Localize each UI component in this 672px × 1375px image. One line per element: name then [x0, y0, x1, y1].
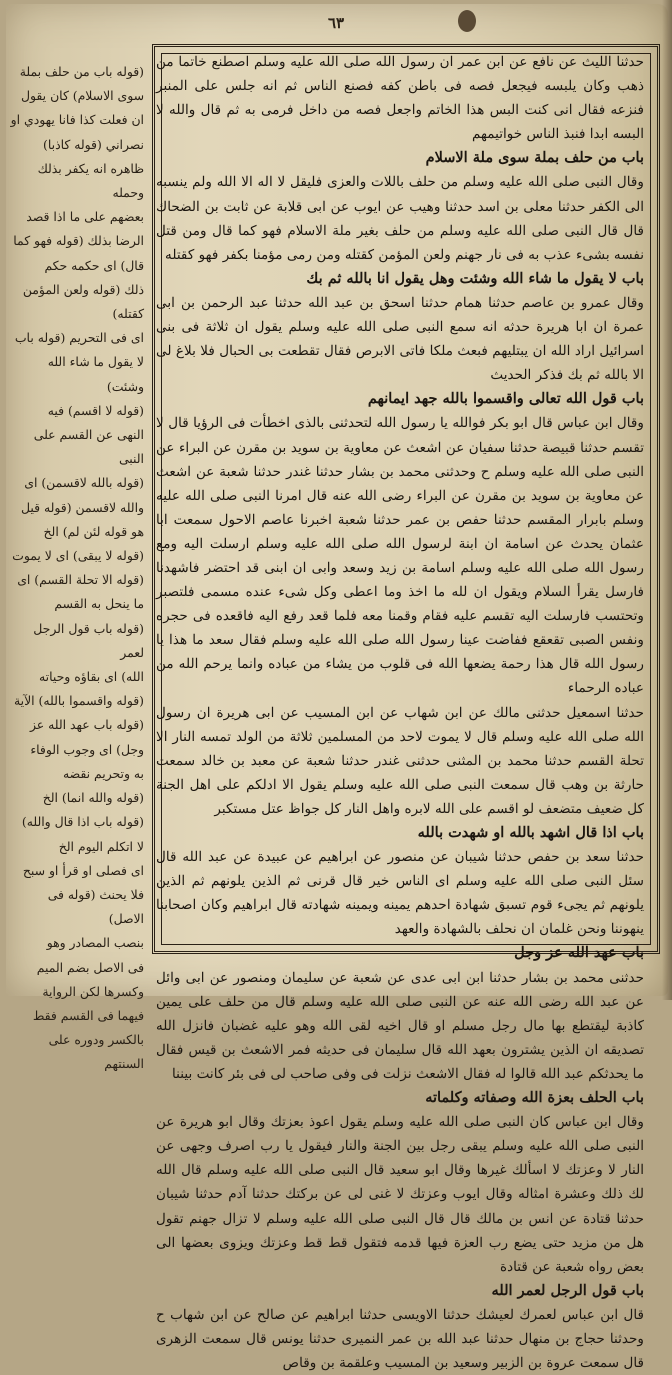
chapter-heading: باب قول الله تعالى واقسموا بالله جهد ايمانهم [367, 390, 644, 408]
margin-line: بعضهم على ما اذا قصد [26, 209, 144, 225]
margin-line: وكسرها لكن الرواية [42, 983, 144, 999]
margin-line: (قوله بالله لاقسمن) اى [24, 475, 144, 491]
page-edge-shadow [662, 0, 672, 1000]
margin-line: ذلك (قوله ولعن المؤمن كقتله) [22, 281, 144, 322]
main-text-body [156, 50, 644, 1372]
margin-line: (قوله لا يبقى) اى لا يموت [12, 548, 144, 564]
margin-line: بالكسر ودوره على السنتهم [48, 1032, 144, 1072]
margin-line: (قوله لا اقسم) فيه [47, 402, 144, 418]
hadith-paragraph: حدثنا سعد بن حفص حدثنا شيبان عن منصور عن ابراهيم عن عبيدة عن عبد الله قال سئل النبى صلى الله عليه وسلم اى الناس خير قال قرنى ثم الذين يلونهم ثم الذين يلونهم ثم يجىء قوم تسبق شهادة احدهم يمينه ويمينه شهادته قال ابراهيم وكان اصحابنا ينهوننا ونحن غلمان ان نحلف بالشهادة والعهد [156, 849, 644, 938]
chapter-heading: باب الحلف بعزة الله وصفاته وكلماته [425, 1089, 644, 1107]
margin-line: ان فعلت كذا فانا يهودي او [10, 112, 144, 128]
hadith-paragraph: حدثنى محمد بن بشار حدثنا ابن ابى عدى عن شعبة عن سليمان ومنصور عن ابى وائل عن عبد الله رضى الله عنه عن النبى صلى الله عليه وسلم قال من حلف على يمين كاذبة ليقتطع بها مال رجل مسلم او قال اخيه لقى الله وهو عليه غضبان فانزل الله تصديقه ان الذين يشترون بعهد الله قال سليمان فى حديثه فمر الاشعث بن قيس فقال ما يحدثكم عبد الله قالوا له فقال الاشعث نزلت فى وفى صاحب لى فى بئر كانت بيننا [156, 969, 644, 1082]
page-number: ٦٣ [327, 14, 345, 32]
hadith-paragraph: وقال ابن عباس قال ابو بكر فوالله يا رسول الله لتحدثنى بالذى اخطأت فى الرؤيا قال لا تقسم حدثنا قبيصة حدثنا سفيان عن اشعث عن معاوية بن سويد بن مقرن عن البراء عن النبى صلى الله عليه وسلم ح وحدثنى محمد بن بشار حدثنا غندر حدثنا شعبة عن اشعث عن معاوية بن سويد بن مقرن عن البراء رضى الله عنه قال امرنا النبى صلى الله عليه وسلم بابرار المقسم حدثنا حفص بن عمر حدثنا شعبة اخبرنا عاصم الاحول سمعت ابا عثمان يحدث عن اسامة ان ابنة لرسول الله صلى الله عليه وسلم ارسلت اليه ومع رسول الله صلى الله عليه وسلم اسامة بن زيد وسعد وابى ان ابنى قد احتضر فاشهدنا فارسل يقرأ السلام ويقول ان لله ما اخذ وما اعطى وكل شىء عنده مسمى فلتصبر وتحتسب فارسلت اليه تقسم عليه فقام وقمنا معه فلما قعد رفع اليه فاقعده فى حجره ونفس الصبى تقعقع ففاضت عينا رسول الله صلى الله عليه وسلم فقال سعد ما هذا يا رسول الله قال هذا رحمة يضعها الله فى قلوب من يشاء من عباده وانما يرحم الله من عباده الرحماء [156, 415, 644, 697]
margin-line: (قوله باب قول الرجل لعمر [33, 620, 144, 660]
margin-line: هو قوله لئن لم) الخ [43, 523, 144, 539]
chapter-heading: باب اذا قال اشهد بالله او شهدت بالله [417, 824, 644, 841]
margin-line: فلا يحنث (قوله فى الاصل) [47, 886, 144, 927]
margin-line: والله لاقسمن (قوله قيل [20, 499, 144, 515]
margin-line: لا اتكلم اليوم الخ [58, 838, 144, 854]
paper-hole [458, 10, 476, 32]
margin-line: (قوله الا تحلة القسم) اى [17, 572, 144, 588]
chapter-heading: باب من حلف بملة سوى ملة الاسلام [425, 149, 644, 167]
margin-line: (قوله واقسموا بالله) الآية [14, 693, 144, 709]
margin-line: وجل) اى وجوب الوفاء [30, 741, 144, 757]
hadith-paragraph: حدثنا الليث عن نافع عن ابن عمر ان رسول الله صلى الله عليه وسلم اصطنع خاتما من ذهب وكان يلبسه فيجعل فصه فى باطن كفه فصنع الناس ثم انه جلس على المنبر فنزعه فقال انى كنت البس هذا الخاتم واجعل فصه من داخل فرمى به ثم قال والله لا البسه ابدا فنبذ الناس خواتيمهم [156, 54, 644, 143]
margin-line: سوى الاسلام) كان يقول [21, 88, 144, 104]
chapter-heading: باب قول الرجل لعمر الله [491, 1281, 644, 1299]
margin-line: بنصب المصادر وهو [46, 935, 144, 951]
hadith-paragraph: حدثنا اسمعيل حدثنى مالك عن ابن شهاب عن ابن المسيب عن ابى هريرة ان رسول الله صلى الله عليه وسلم قال لا يموت لاحد من المسلمين ثلاثة من الولد تمسه النار الا تحلة القسم حدثنا محمد بن المثنى حدثنى غندر حدثنا شعبة عن معبد بن خالد سمعت حارثة بن وهب قال سمعت النبى صلى الله عليه وسلم يقول الا ادلكم على اهل الجنة كل ضعيف متضعف لو اقسم على الله لابره واهل النار كل جواظ عتل مستكبر [156, 704, 644, 817]
margin-line: به وتحريم نقضه [62, 765, 144, 781]
chapter-heading: باب لا يقول ما شاء الله وشئت وهل يقول انا بالله ثم بك [306, 269, 644, 287]
margin-line: النهى عن القسم على النبى [33, 427, 144, 467]
hadith-paragraph: وقال عمرو بن عاصم حدثنا همام حدثنا اسحق بن عبد الله حدثنا عبد الرحمن بن ابى عمرة ان ابا هريرة حدثه انه سمع النبى صلى الله عليه وسلم يقول ان ثلاثة فى بنى اسرائيل اراد الله ان يبتليهم فبعث ملكا فاتى الابرص فقال تقطعت بى الحبال فلا بلاغ لى الا بالله ثم بك فذكر الحديث [156, 294, 644, 384]
margin-line: ما ينحل به القسم [54, 596, 144, 612]
hadith-paragraph: قال ابن عباس لعمرك لعيشك حدثنا الاويسى حدثنا ابراهيم عن صالح عن ابن شهاب ح وحدثنا حجاج بن منهال حدثنا عبد الله بن عمر النميرى حدثنا يونس قال سمعت الزهرى قال سمعت عروة بن الزبير وسعيد بن المسيب وعلقمة بن وقاص [156, 1306, 644, 1372]
chapter-heading: باب عهد الله عز وجل [514, 944, 644, 962]
margin-line: ظاهره انه يكفر بذلك وحمله [37, 160, 144, 201]
margin-line: فى الاصل بضم الميم [36, 959, 144, 975]
margin-line: اى فى التحريم (قوله باب [14, 330, 144, 346]
hadith-paragraph: وقال ابن عباس كان النبى صلى الله عليه وسلم يقول اعوذ بعزتك وقال ابو هريرة عن النبى صلى الله عليه وسلم يبقى رجل بين الجنة والنار فيقول يا رب اصرف وجهى عن النار لا وعزتك لا اسألك غيرها وقال ابو سعيد قال النبى صلى الله عليه وسلم قال الله لك ذلك وعشرة امثاله وقال ايوب وعزتك لا غنى لى عن بركتك حدثنا آدم حدثنا شيبان حدثنا قتادة عن انس بن مالك قال قال النبى صلى الله عليه وسلم لا تزال جهنم تقول هل من مزيد حتى يضع رب العزة فيها قدمه فتقول قط قط وعزتك ويزوى بعضها الى بعض رواه شعبة عن قتادة [156, 1114, 644, 1275]
margin-line: (قوله باب اذا قال والله) [21, 814, 144, 830]
margin-commentary [10, 60, 144, 1072]
margin-line: اى فصلى او قرأ او سبح [22, 862, 144, 878]
margin-line: لا يقول ما شاء الله وشئت) [47, 354, 144, 394]
margin-line: فيهما فى القسم فقط [32, 1007, 144, 1023]
hadith-paragraph: وقال النبى صلى الله عليه وسلم من حلف باللات والعزى فليقل لا اله الا الله ولم ينسبه الى الكفر حدثنا معلى بن اسد حدثنا وهيب عن ايوب عن ابى قلابة عن ثابت بن الضحاك قال قال النبى صلى الله عليه وسلم من حلف بغير ملة الاسلام فهو كما قال ومن قتل نفسه بشىء عذب به فى نار جهنم ولعن المؤمن كقتله ومن رمى مؤمنا بكفر فهو كقتله [156, 174, 644, 263]
margin-line: نصراني (قوله كاذبا) [43, 136, 144, 152]
margin-line: الله) اى بقاؤه وحياته [39, 669, 144, 685]
margin-line: قال) اى حكمه حكم [44, 257, 144, 273]
margin-line: (قوله والله انما) الخ [42, 790, 144, 806]
margin-line: الرضا بذلك (قوله فهو كما [13, 233, 144, 249]
margin-line: (قوله باب عهد الله عز [29, 717, 144, 733]
margin-line: (قوله باب من حلف بملة [19, 64, 144, 79]
